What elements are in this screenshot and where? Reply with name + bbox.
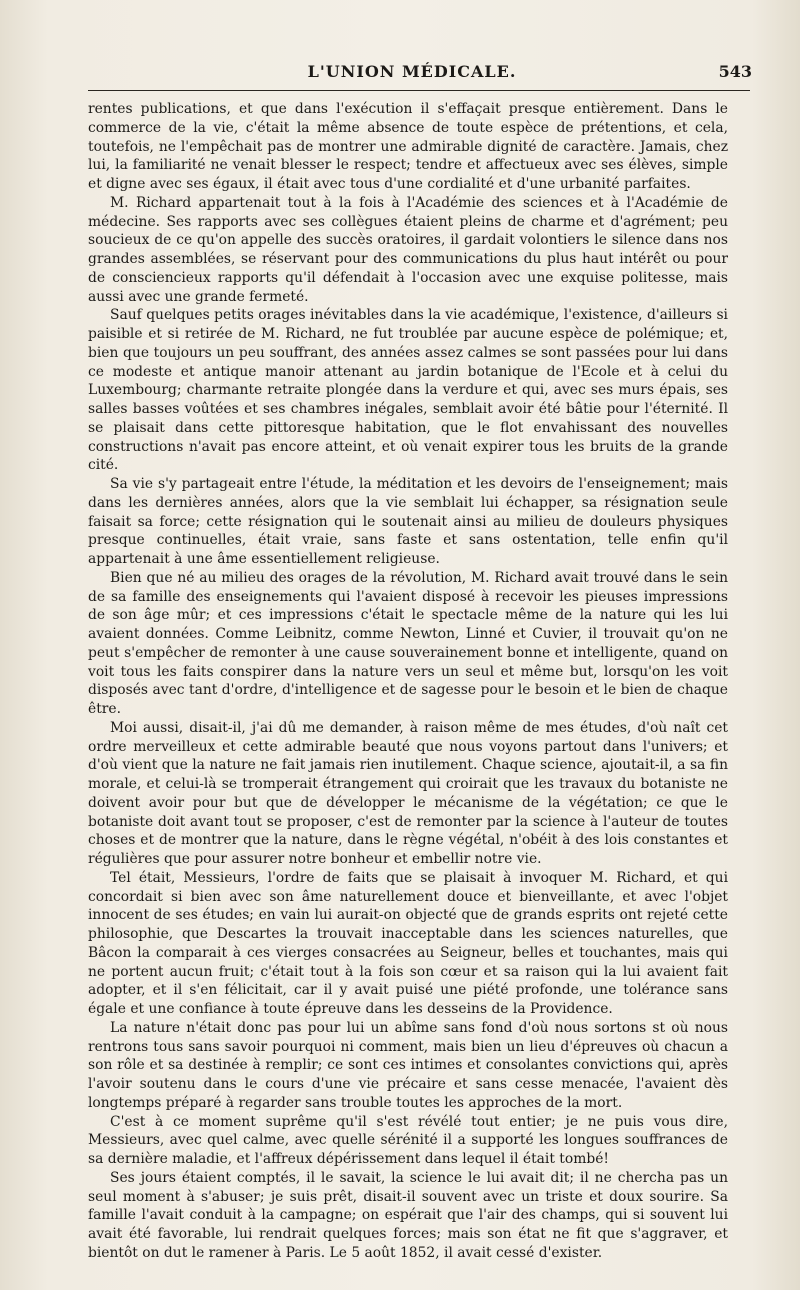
paragraph: Sa vie s'y partageait entre l'étude, la méditation et les devoirs de l'enseignement; mais dans les dernières années, alors que la vie semblait lui échapper, sa résignation seule faisait sa force; cette résignation qui le soutenait ainsi au milieu de douleurs physiques presque continuelles, était vraie, sans faste et sans ostentation, telle enfin qu'il appartenait à une âme essentiellement religieuse. (88, 476, 728, 567)
running-title: L'UNION MÉDICALE. (307, 62, 517, 81)
page-number: 543 (718, 62, 752, 81)
page-header (72, 58, 752, 86)
body-text (88, 100, 728, 1263)
paragraph: C'est à ce moment suprême qu'il s'est révélé tout entier; je ne puis vous dire, Messieurs, avec quel calme, avec quelle sérénité il a supporté les longues souffrances de sa dernière maladie, et l'affreux dépérissement dans lequel il était tombé! (88, 1113, 728, 1167)
header-rule (88, 90, 750, 91)
paragraph: Sauf quelques petits orages inévitables dans la vie académique, l'existence, d'ailleurs si paisible et si retirée de M. Richard, ne fut troublée par aucune espèce de polémique; et, bien que toujours un peu souffrant, des années assez calmes se sont passées pour lui dans ce modeste et antique manoir attenant au jardin botanique de l'Ecole et à celui du Luxembourg; charmante retraite plongée dans la verdure et qui, avec ses murs épais, ses salles basses voûtées et ses chambres inégales, semblait avoir été bâtie pour l'éternité. Il se plaisait dans cette pittoresque habitation, que le flot envahissant des nouvelles constructions n'avait pas encore atteint, et où venait expirer tous les bruits de la grande cité. (88, 307, 728, 474)
paragraph: Bien que né au milieu des orages de la révolution, M. Richard avait trouvé dans le sein de sa famille des enseignements qui l'avaient disposé à recevoir les pieuses impressions de son âge mûr; et ces impressions c'était le spectacle même de la nature qui les lui avaient données. Comme Leibnitz, comme Newton, Linné et Cuvier, il trouvait qu'on ne peut s'empêcher de remonter à une cause souverainement bonne et intelligente, quand on voit tous les faits conspirer dans la nature vers un seul et même but, lorsqu'on les voit disposés avec tant d'ordre, d'intelligence et de sagesse pour le besoin et le bien de chaque être. (88, 569, 728, 717)
paragraph: Ses jours étaient comptés, il le savait, la science le lui avait dit; il ne chercha pas un seul moment à s'abuser; je suis prêt, disait-il souvent avec un triste et doux sourire. Sa famille l'avait conduit à la campagne; on espérait que l'air des champs, qui si souvent lui avait été favorable, lui rendrait quelques forces; mais son état ne fit que s'aggraver, et bientôt on dut le ramener à Paris. Le 5 août 1852, il avait cessé d'exister. (88, 1169, 728, 1261)
paragraph: rentes publications, et que dans l'exécution il s'effaçait presque entièrement. Dans le commerce de la vie, c'était la même absence de toute espèce de prétentions, et cela, toutefois, ne l'empêchait pas de montrer une admirable dignité de caractère. Jamais, chez lui, la familiarité ne venait blesser le respect; tendre et affectueux avec ses élèves, simple et digne avec ses égaux, il était avec tous d'une cordialité et d'une urbanité parfaites. (88, 101, 728, 192)
paragraph: La nature n'était donc pas pour lui un abîme sans fond d'où nous sortons st où nous rentrons tous sans savoir pourquoi ni comment, mais bien un lieu d'épreuves où chacun a son rôle et sa destinée à remplir; ce sont ces intimes et consolantes convictions qui, après l'avoir soutenu dans le cours d'une vie précaire et sans cesse menacée, l'avaient dès longtemps préparé à regarder sans trouble toutes les approches de la mort. (88, 1019, 728, 1111)
paragraph: Tel était, Messieurs, l'ordre de faits que se plaisait à invoquer M. Richard, et qui concordait si bien avec son âme naturellement douce et bienveillante, et avec l'objet innocent de ses études; en vain lui aurait-on objecté que de grands esprits ont rejeté cette philosophie, que Descartes la trouvait inacceptable dans les sciences naturelles, que Bâcon la comparait à ces vierges consacrées au Seigneur, belles et touchantes, mais qui ne portent aucun fruit; c'était tout à la fois son cœur et sa raison qui la lui avaient fait adopter, et il s'en félicitait, car il y avait puisé une piété profonde, une tolérance sans égale et une confiance à toute épreuve dans les desseins de la Providence. (88, 869, 728, 1017)
paragraph: M. Richard appartenait tout à la fois à l'Académie des sciences et à l'Académie de médecine. Ses rapports avec ses collègues étaient pleins de charme et d'agrément; peu soucieux de ce qu'on appelle des succès oratoires, il gardait volontiers le silence dans nos grandes assemblées, se réservant pour des communications du plus haut intérêt ou pour de consciencieux rapports qu'il défendait à l'occasion avec une exquise politesse, mais aussi avec une grande fermeté. (88, 194, 728, 305)
paragraph: Moi aussi, disait-il, j'ai dû me demander, à raison même de mes études, d'où naît cet ordre merveilleux et cette admirable beauté que nous voyons partout dans l'univers; et d'où vient que la nature ne fait jamais rien inutilement. Chaque science, ajoutait-il, a sa fin morale, et celui-là se tromperait étrangement qui croirait que les travaux du botaniste ne doivent avoir pour but que de développer le mécanisme de la végétation; ce que le botaniste doit avant tout se proposer, c'est de remonter par la science à l'auteur de toutes choses et de montrer que la nature, dans le règne végétal, n'obéit à des lois constantes et régulières que pour assurer notre bonheur et embellir notre vie. (88, 719, 728, 867)
